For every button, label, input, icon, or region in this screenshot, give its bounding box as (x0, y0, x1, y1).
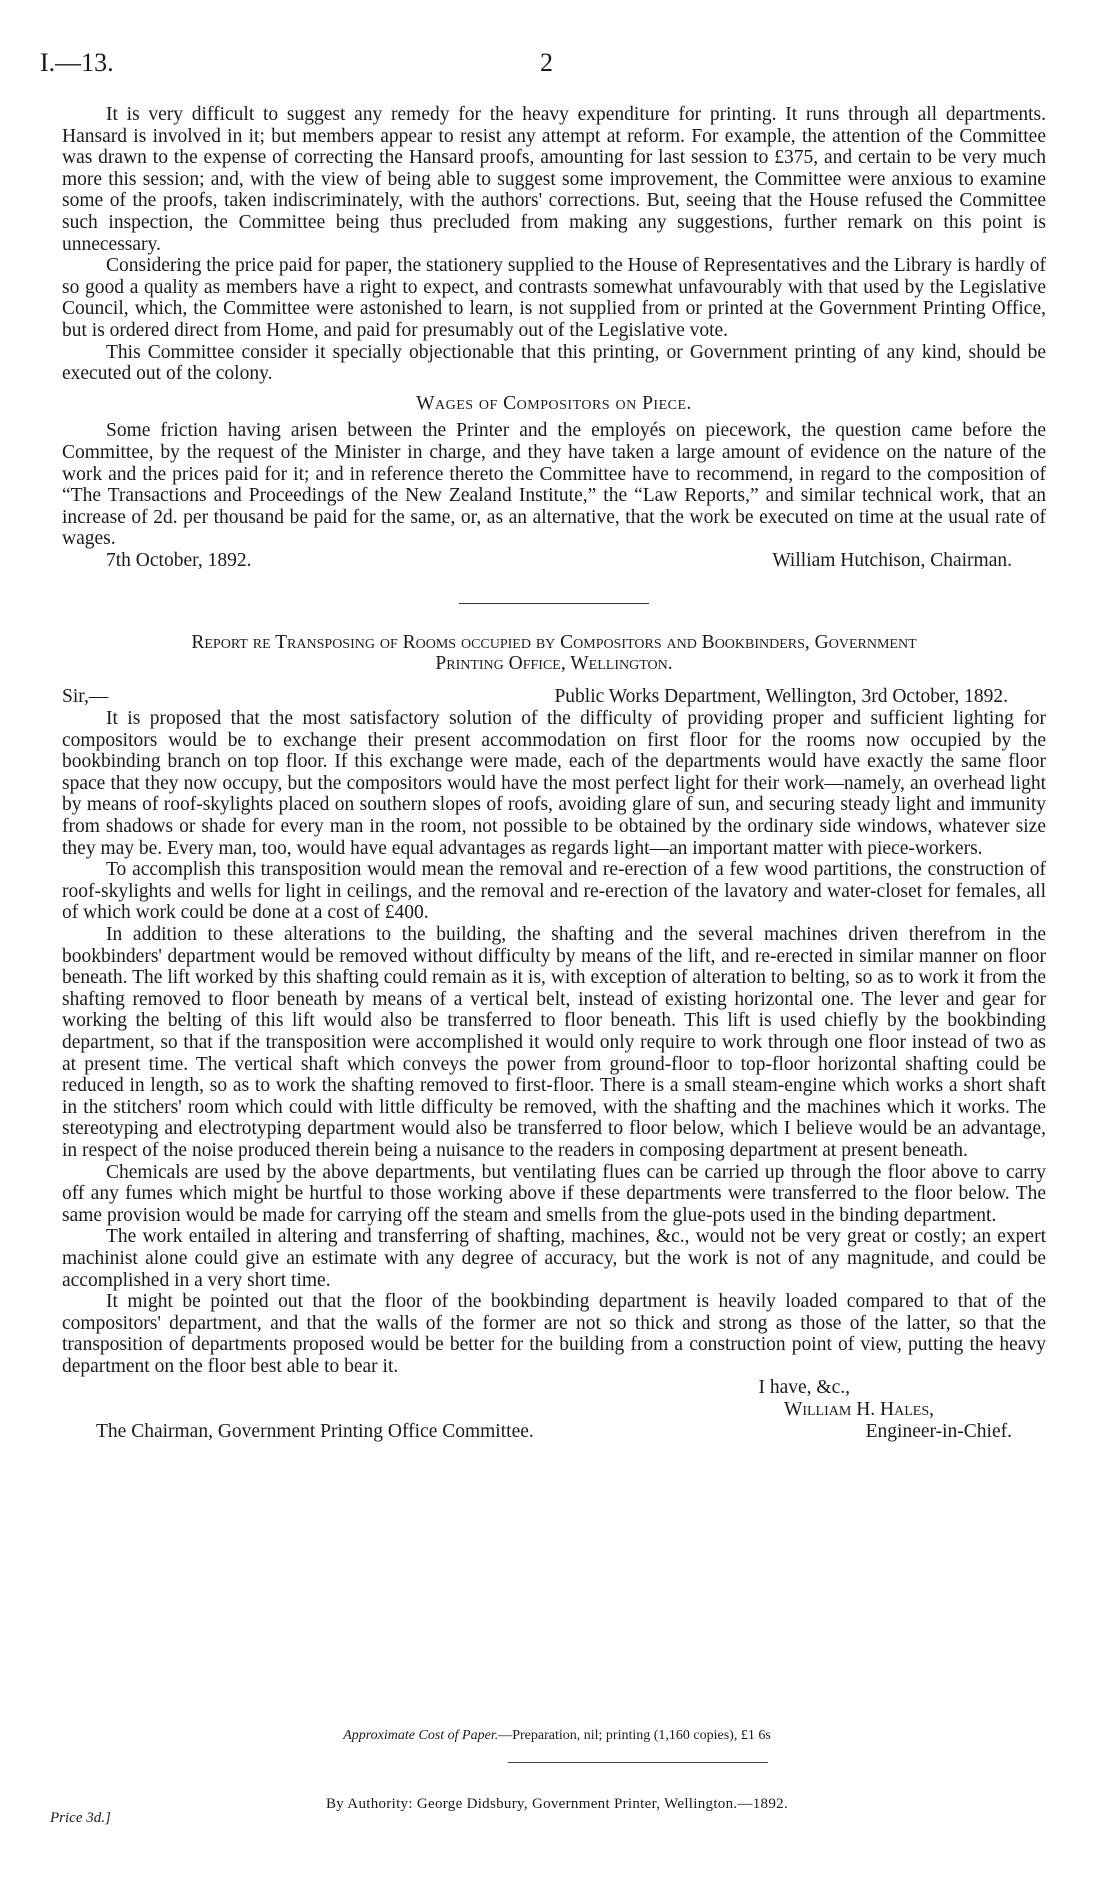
price-note: Price 3d.] (50, 1810, 111, 1826)
addressee: The Chairman, Government Printing Office Committee. (96, 1420, 534, 1442)
paper-cost-note (0, 1728, 1114, 1744)
addressee-row (62, 1421, 1046, 1443)
salutation-row (62, 686, 1046, 708)
paragraph: This Committee consider it specially objectionable that this printing, or Government printing of any kind, should be executed out of the colony. (62, 341, 1046, 385)
paragraph: Considering the price paid for paper, the stationery supplied to the House of Representatives and the Library is hardly of so good a quality as members have a right to expect, and contrasts somewhat unfavourably with that used by the Legislative Council, which, the Committee were astonished to learn, is not supplied from or printed at the Government Printing Office, but is ordered direct from Home, and paid for presumably out of the Legislative vote. (62, 255, 1046, 341)
paragraph: It is proposed that the most satisfactory solution of the difficulty of providing proper and sufficient lighting for compositors would be to exchange their present accommodation on first floor for the rooms now occupied by the bookbinding branch on top floor. If this exchange were made, each of the departments would have exactly the same floor space that they now occupy, but the compositors would have the most perfect light for their work—namely, an overhead light by means of roof-skylights placed on southern slopes of roofs, avoiding glare of sun, and securing steady light and immunity from shadows or shade for every man in the room, not possible to be obtained by the ordinary side windows, whatever size they may be. Every man, too, would have equal advantages as regards light—an important matter with piece-workers. (62, 708, 1046, 859)
printer-authority: By Authority: George Didsbury, Government Printer, Wellington.—1892. (325, 1796, 789, 1812)
page-header (40, 48, 1070, 88)
signatory-title: Engineer-in-Chief. (865, 1420, 1012, 1442)
report-title-line: Printing Office, Wellington. (435, 653, 673, 675)
paragraph: The work entailed in altering and transferring of shafting, machines, &c., would not be very great or costly; an expert machinist alone could give an estimate with any degree of accuracy, but the work is not of any magnitude, and could be accomplished in a very short time. (62, 1226, 1046, 1291)
page-body (62, 104, 1046, 1442)
page-number: 2 (540, 48, 553, 77)
document-reference: I.—13. (40, 48, 114, 77)
closing-phrase: I have, &c., (758, 1377, 850, 1399)
salutation: Sir,— (62, 686, 109, 708)
cost-label: Approximate Cost of Paper. (343, 1728, 499, 1743)
paragraph: It is very difficult to suggest any remedy for the heavy expenditure for printing. It runs through all departments. Hansard is involved in it; but members appear to resist any attempt at reform. For example, the attention of the Committee was drawn to the expense of correcting the Hansard proofs, amounting for last session to £375, and certain to be very much more this session; and, with the view of being able to suggest some improvement, the Committee were anxious to examine some of the proofs, taken indiscriminately, with the authors' corrections. But, seeing that the House refused the Committee such inspection, the Committee being thus precluded from making any suggestions, further remark on this point is unnecessary. (62, 104, 1046, 255)
signature-name: William Hutchison, Chairman. (772, 549, 1012, 571)
paragraph: To accomplish this transposition would mean the removal and re-erection of a few wood partitions, the construction of roof-skylights and wells for light in ceilings, and the removal and re-erection of the lavatory and water-closet for females, all of which work could be done at a cost of £400. (62, 859, 1046, 924)
section-heading: Wages of Compositors on Piece. (416, 392, 692, 414)
section-divider (459, 603, 649, 604)
paragraph: In addition to these alterations to the building, the shafting and the several machines driven therefrom in the bookbinders' department would be removed without difficulty by means of the lift, and re-erected in similar manner on floor beneath. The lift worked by this shafting could remain as it is, with exception of alteration to belting, so as to work it from the shafting removed to floor beneath by means of a vertical belt, instead of existing horizontal one. The lever and gear for working the belting of this lift would also be transferred to floor beneath. This lift is used chiefly by the bookbinding department, so that if the transposition were accomplished it would only require to work through one floor instead of two as at present time. The vertical shaft which conveys the power from ground-floor to top-floor horizontal shafting could be reduced in length, so as to work the shafting removed to first-floor. There is a small steam-engine which works a short shaft in the stitchers' room which could with little difficulty be removed, with the shafting and the machines which it works. The stereotyping and electrotyping department would also be transferred to floor below, which I believe would be an advantage, in respect of the noise produced therein being a nuisance to the readers in composing department at present beneath. (62, 924, 1046, 1161)
paragraph: Chemicals are used by the above departments, but ventilating flues can be carried up through the floor above to carry off any fumes which might be hurtful to those working above if these departments were transferred to the floor below. The same provision would be made for carrying off the steam and smells from the glue-pots used in the binding department. (62, 1161, 1046, 1226)
cost-text: —Preparation, nil; printing (1,160 copies), £1 6s (498, 1728, 771, 1743)
signature-row (62, 550, 1046, 572)
signature-date: 7th October, 1892. (106, 549, 252, 571)
paragraph: It might be pointed out that the floor of the bookbinding department is heavily loaded compared to that of the compositors' department, and that the walls of the former are not so thick and strong as those of the latter, so that the transposition of departments proposed would be better for the building from a construction point of view, putting the heavy department on the floor best able to bear it. (62, 1291, 1046, 1377)
report-title (62, 632, 1046, 674)
footer-divider (508, 1762, 768, 1763)
paragraph: Some friction having arisen between the Printer and the employés on piecework, the question came before the Committee, by the request of the Minister in charge, and they have taken a large amount of evidence on the nature of the work and the prices paid for it; and in reference thereto the Committee have to recommend, in regard to the composition of “The Transactions and Proceedings of the New Zealand Institute,” the “Law Reports,” and similar technical work, that an increase of 2d. per thousand be paid for the same, or, as an alternative, that the work be executed on time at the usual rate of wages. (62, 420, 1046, 550)
dateline: Public Works Department, Wellington, 3rd October, 1892. (554, 686, 1008, 708)
signatory-name: William H. Hales, (783, 1399, 934, 1421)
report-title-line: Report re Transposing of Rooms occupied by Compositors and Bookbinders, Government (191, 632, 917, 654)
